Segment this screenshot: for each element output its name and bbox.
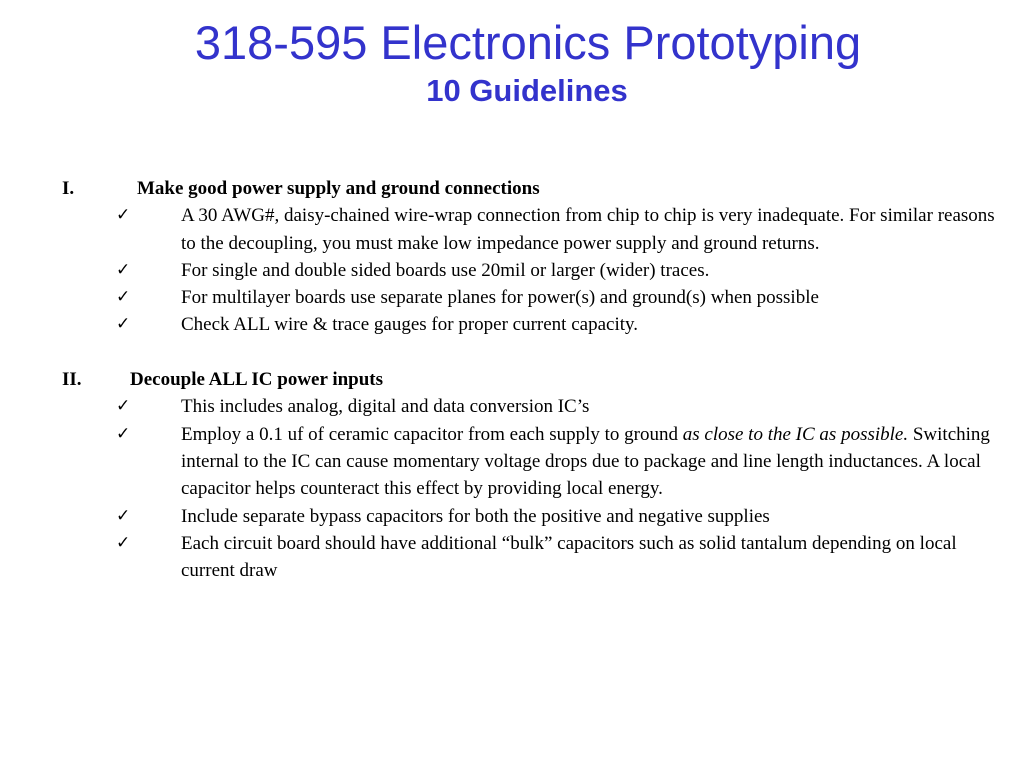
section-numeral: I. [62,178,75,199]
section-title: Decouple ALL IC power inputs [130,369,384,391]
check-mark-icon: ✓ [116,423,131,444]
bullet-item [0,202,1024,257]
section-heading [0,175,1024,202]
guidelines-body [0,175,1024,584]
bullet-text: Include separate bypass capacitors for both the positive and negative supplies [181,505,770,527]
slide-subtitle: 10 Guidelines [426,73,628,108]
section-heading [0,366,1024,393]
check-mark-icon: ✓ [116,532,131,553]
bullet-item [0,284,1024,311]
bullet-item [0,421,1024,503]
bullet-item [0,311,1024,338]
check-mark-icon: ✓ [116,396,131,417]
bullet-text: Each circuit board should have additional “bulk” capacitors such as solid tantalum depending on local current draw [181,532,957,582]
check-mark-icon: ✓ [116,259,131,280]
check-mark-icon: ✓ [116,287,131,308]
bullet-item [0,393,1024,420]
section-title: Make good power supply and ground connections [137,178,540,199]
bullet-text: For multilayer boards use separate planes for power(s) and ground(s) when possible [181,287,819,309]
bullet-text: For single and double sided boards use 20mil or larger (wider) traces. [181,259,710,281]
bullet-text-after: Switching internal to the IC can cause momentary voltage drops due to package and line length inductances. A local capacitor helps counteract this effect by providing local energy. [181,423,990,500]
bullet-item [0,257,1024,284]
bullet-text: Check ALL wire & trace gauges for proper current capacity. [181,314,639,336]
bullet-item [0,530,1024,585]
slide-title: 318-595 Electronics Prototyping [194,16,862,69]
check-mark-icon: ✓ [116,505,131,526]
bullet-text-emphasis: as close to the IC as possible. [682,423,909,445]
check-mark-icon: ✓ [116,314,131,335]
check-mark-icon: ✓ [116,205,131,226]
bullet-text: A 30 AWG#, daisy-chained wire-wrap connection from chip to chip is very inadequate. For similar reasons to the decoupling, you must make low impedance power supply and ground returns. [181,205,995,254]
bullet-text-before: Employ a 0.1 uf of ceramic capacitor from each supply to ground [181,423,683,445]
bullet-item [0,503,1024,530]
section-spacer [0,339,1024,366]
section-numeral: II. [62,369,82,391]
bullet-text: This includes analog, digital and data conversion IC’s [181,396,590,418]
